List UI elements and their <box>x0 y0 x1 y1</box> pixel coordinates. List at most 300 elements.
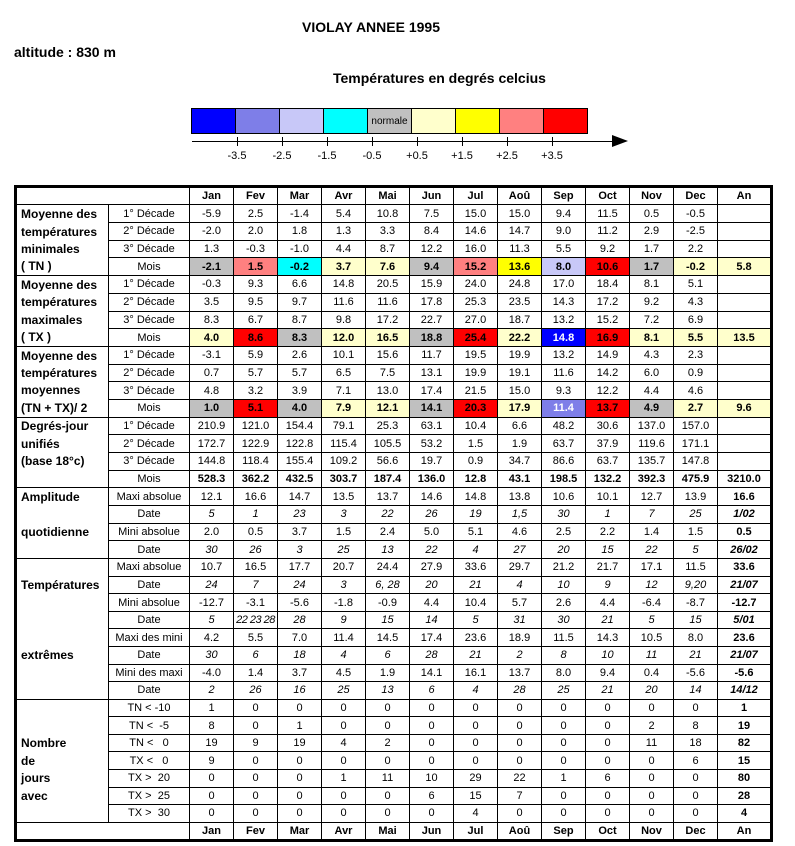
value-cell: -3.1 <box>234 594 278 612</box>
value-cell: 27 <box>498 541 542 559</box>
value-cell: 34.7 <box>498 453 542 471</box>
value-cell: 26 <box>234 541 278 559</box>
table-row <box>16 717 772 735</box>
value-cell: 1.5 <box>322 523 366 541</box>
value-cell: 20 <box>542 541 586 559</box>
value-cell: 21 <box>586 682 630 700</box>
value-cell: 0 <box>630 699 674 717</box>
value-cell: 0 <box>366 699 410 717</box>
value-cell: 25.3 <box>454 293 498 311</box>
value-cell: 0 <box>190 805 234 823</box>
row-label: Date <box>109 541 190 559</box>
value-cell: 1.7 <box>630 240 674 258</box>
value-cell: 11.6 <box>322 293 366 311</box>
value-cell: 10.6 <box>586 258 630 276</box>
row-label: 3° Décade <box>109 240 190 258</box>
value-cell: 2.0 <box>190 523 234 541</box>
value-cell: 79.1 <box>322 417 366 435</box>
row-label: TN < -10 <box>109 699 190 717</box>
value-cell: 13.5 <box>322 488 366 506</box>
table-header-row <box>16 187 772 205</box>
value-cell: 13.5 <box>718 329 772 347</box>
value-cell: -5.9 <box>190 205 234 223</box>
value-cell: 2.2 <box>674 240 718 258</box>
value-cell: 0 <box>366 752 410 770</box>
value-cell: 19.5 <box>454 346 498 364</box>
value-cell: 0.5 <box>234 523 278 541</box>
row-label: Date <box>109 611 190 629</box>
row-label: Maxi absolue <box>109 488 190 506</box>
value-cell: 4.4 <box>586 594 630 612</box>
value-cell: 17.4 <box>410 382 454 400</box>
value-cell: 11 <box>630 734 674 752</box>
value-cell: 30 <box>542 506 586 524</box>
value-cell: 3.2 <box>234 382 278 400</box>
value-cell: 15 <box>366 611 410 629</box>
value-cell: 29 <box>454 769 498 787</box>
table-row <box>16 699 772 717</box>
value-cell: 2.3 <box>674 346 718 364</box>
axis-tick-label: +1.5 <box>451 150 473 162</box>
month-header: Mar <box>278 187 322 205</box>
value-cell: 0 <box>410 752 454 770</box>
value-cell: 528.3 <box>190 470 234 488</box>
row-label: 1° Décade <box>109 346 190 364</box>
value-cell: 8.7 <box>278 311 322 329</box>
value-cell: 18.4 <box>586 276 630 294</box>
value-cell: 12.1 <box>366 399 410 417</box>
value-cell: 303.7 <box>322 470 366 488</box>
value-cell: 10.6 <box>542 488 586 506</box>
value-cell: 5.9 <box>234 346 278 364</box>
value-cell: 0 <box>278 769 322 787</box>
value-cell: 0.4 <box>630 664 674 682</box>
value-cell: 23 <box>278 506 322 524</box>
value-cell: 14.7 <box>498 223 542 241</box>
value-cell: 0 <box>190 769 234 787</box>
axis-tick-label: +0.5 <box>406 150 428 162</box>
value-cell: 5 <box>190 611 234 629</box>
table-row <box>16 611 772 629</box>
group-label <box>16 559 109 700</box>
value-cell: 15 <box>718 752 772 770</box>
axis-tick-label: -0.5 <box>362 150 382 162</box>
value-cell: 0 <box>234 805 278 823</box>
group-label-line: unifiés <box>21 436 60 451</box>
value-cell: 6 <box>410 787 454 805</box>
value-cell: 11.6 <box>542 364 586 382</box>
value-cell <box>718 223 772 241</box>
value-cell: 2 <box>366 734 410 752</box>
value-cell: 6 <box>586 769 630 787</box>
value-cell: 6.6 <box>278 276 322 294</box>
month-footer: Nov <box>630 822 674 840</box>
value-cell: 4.6 <box>674 382 718 400</box>
value-cell: 0 <box>234 717 278 735</box>
value-cell: 157.0 <box>674 417 718 435</box>
value-cell: 118.4 <box>234 453 278 471</box>
value-cell: -0.3 <box>190 276 234 294</box>
group-label <box>16 276 109 347</box>
value-cell: 10.4 <box>454 594 498 612</box>
month-footer: Sep <box>542 822 586 840</box>
value-cell: 9.2 <box>586 240 630 258</box>
row-label: Maxi absolue <box>109 559 190 577</box>
value-cell: 210.9 <box>190 417 234 435</box>
value-cell: 2.0 <box>234 223 278 241</box>
value-cell: 1.7 <box>630 258 674 276</box>
value-cell: 14.6 <box>454 223 498 241</box>
value-cell: 6, 28 <box>366 576 410 594</box>
table-row <box>16 787 772 805</box>
value-cell: 2.5 <box>234 205 278 223</box>
value-cell: 2 <box>498 646 542 664</box>
value-cell: 8.3 <box>190 311 234 329</box>
value-cell: 6 <box>674 752 718 770</box>
table-row <box>16 682 772 700</box>
value-cell: 22 <box>410 541 454 559</box>
value-cell: 1.0 <box>190 399 234 417</box>
value-cell <box>718 293 772 311</box>
group-label-line: Moyenne des <box>21 277 98 292</box>
value-cell: 12.7 <box>630 488 674 506</box>
axis-tick-label: -3.5 <box>227 150 247 162</box>
group-label-line <box>18 804 107 821</box>
value-cell: 0 <box>410 699 454 717</box>
value-cell: -0.5 <box>674 205 718 223</box>
value-cell: 0 <box>674 699 718 717</box>
table-row <box>16 453 772 471</box>
group-label-line: Moyenne des <box>21 348 98 363</box>
value-cell: 27.9 <box>410 559 454 577</box>
month-header: An <box>718 187 772 205</box>
value-cell: 14.9 <box>586 346 630 364</box>
value-cell: 9.3 <box>542 382 586 400</box>
row-label: Mois <box>109 258 190 276</box>
value-cell: 0 <box>234 752 278 770</box>
value-cell: 80 <box>718 769 772 787</box>
value-cell: 7.6 <box>366 258 410 276</box>
value-cell: 10.5 <box>630 629 674 647</box>
value-cell: 13.7 <box>586 399 630 417</box>
value-cell: -4.0 <box>190 664 234 682</box>
value-cell: 24.4 <box>366 559 410 577</box>
value-cell: 11.5 <box>542 629 586 647</box>
value-cell: 119.6 <box>630 435 674 453</box>
value-cell: 29.7 <box>498 559 542 577</box>
value-cell: 0 <box>322 717 366 735</box>
group-label-line: Moyenne des <box>21 207 98 222</box>
value-cell: -5.6 <box>674 664 718 682</box>
value-cell: 10.8 <box>366 205 410 223</box>
value-cell: 0 <box>190 787 234 805</box>
legend-box-8 <box>543 108 588 134</box>
value-cell: -2.1 <box>190 258 234 276</box>
value-cell: 0 <box>674 769 718 787</box>
value-cell: -0.9 <box>366 594 410 612</box>
value-cell: 0 <box>410 805 454 823</box>
value-cell: 28 <box>718 787 772 805</box>
row-label: Date <box>109 506 190 524</box>
value-cell: 28 <box>410 646 454 664</box>
legend-box-normale: normale <box>367 108 412 134</box>
value-cell: 3.7 <box>322 258 366 276</box>
table-row <box>16 205 772 223</box>
value-cell: 5.5 <box>542 240 586 258</box>
value-cell: 14.6 <box>410 488 454 506</box>
value-cell: 5 <box>630 611 674 629</box>
value-cell: 1 <box>322 769 366 787</box>
value-cell: 13 <box>366 682 410 700</box>
value-cell: 0 <box>498 699 542 717</box>
value-cell: 10 <box>586 646 630 664</box>
value-cell: 9 <box>586 576 630 594</box>
value-cell: 3.9 <box>278 382 322 400</box>
value-cell: 2.7 <box>674 399 718 417</box>
value-cell: 22 <box>630 541 674 559</box>
value-cell: 0.5 <box>630 205 674 223</box>
value-cell: 8.0 <box>542 664 586 682</box>
row-label: 1° Décade <box>109 417 190 435</box>
value-cell: 5.1 <box>234 399 278 417</box>
value-cell: 11 <box>366 769 410 787</box>
value-cell: 187.4 <box>366 470 410 488</box>
value-cell: 0 <box>234 699 278 717</box>
value-cell: 14.3 <box>542 293 586 311</box>
value-cell: 11.5 <box>674 559 718 577</box>
row-label: 2° Décade <box>109 435 190 453</box>
value-cell: 19 <box>278 734 322 752</box>
value-cell: 4.2 <box>190 629 234 647</box>
value-cell: 16.1 <box>454 664 498 682</box>
value-cell: 11 <box>630 646 674 664</box>
value-cell: 6.9 <box>674 311 718 329</box>
value-cell: 25 <box>322 541 366 559</box>
value-cell: 0 <box>366 717 410 735</box>
value-cell: 0 <box>542 805 586 823</box>
value-cell: 5.1 <box>454 523 498 541</box>
value-cell: 26/02 <box>718 541 772 559</box>
group-label-line: avec <box>21 788 48 803</box>
row-label: 1° Décade <box>109 276 190 294</box>
value-cell: 4.3 <box>630 346 674 364</box>
value-cell: 2 <box>190 682 234 700</box>
value-cell: 15.9 <box>410 276 454 294</box>
value-cell: 0 <box>586 717 630 735</box>
value-cell: 1.8 <box>278 223 322 241</box>
value-cell: 7 <box>498 787 542 805</box>
row-label: TX < 0 <box>109 752 190 770</box>
value-cell: 24 <box>278 576 322 594</box>
table-row <box>16 646 772 664</box>
value-cell: 0 <box>322 805 366 823</box>
value-cell <box>718 276 772 294</box>
value-cell: 30 <box>190 541 234 559</box>
table-footer-row <box>16 822 772 840</box>
value-cell: 4 <box>322 734 366 752</box>
value-cell: 9.4 <box>586 664 630 682</box>
value-cell: 1 <box>190 699 234 717</box>
month-footer: Jan <box>190 822 234 840</box>
table-row <box>16 240 772 258</box>
value-cell: 0 <box>410 734 454 752</box>
value-cell <box>718 240 772 258</box>
value-cell: 0 <box>234 787 278 805</box>
month-header: Fev <box>234 187 278 205</box>
month-header: Jan <box>190 187 234 205</box>
value-cell: 13.9 <box>674 488 718 506</box>
value-cell: 0.5 <box>718 523 772 541</box>
group-label-line: températures <box>21 295 98 310</box>
value-cell: 17.2 <box>586 293 630 311</box>
value-cell: 13.2 <box>542 311 586 329</box>
group-label-line: ( TN ) <box>21 259 52 274</box>
month-header: Avr <box>322 187 366 205</box>
value-cell: 4 <box>498 576 542 594</box>
row-label: 1° Décade <box>109 205 190 223</box>
value-cell: 6.0 <box>630 364 674 382</box>
value-cell: 17.9 <box>498 399 542 417</box>
value-cell: 11.7 <box>410 346 454 364</box>
group-label-line: températures <box>21 366 98 381</box>
value-cell: 21/07 <box>718 646 772 664</box>
value-cell: 22.2 <box>498 329 542 347</box>
value-cell: 33.6 <box>718 559 772 577</box>
table-row <box>16 805 772 823</box>
value-cell: 0.7 <box>190 364 234 382</box>
value-cell: 8.7 <box>366 240 410 258</box>
value-cell: 198.5 <box>542 470 586 488</box>
row-label: Mini absolue <box>109 523 190 541</box>
value-cell: 9.6 <box>718 399 772 417</box>
axis-tick <box>507 137 508 146</box>
value-cell: 15.0 <box>498 382 542 400</box>
legend-box-1 <box>235 108 280 134</box>
value-cell: 15.0 <box>454 205 498 223</box>
axis-tick <box>372 137 373 146</box>
value-cell: 15.6 <box>366 346 410 364</box>
value-cell: 13.8 <box>498 488 542 506</box>
value-cell: 63.1 <box>410 417 454 435</box>
value-cell <box>718 417 772 435</box>
group-label-line: maximales <box>21 312 83 327</box>
group-label-line: ( TX ) <box>21 330 51 345</box>
value-cell: 14/12 <box>718 682 772 700</box>
value-cell: 10.4 <box>454 417 498 435</box>
value-cell: 7.1 <box>322 382 366 400</box>
value-cell: 18 <box>278 646 322 664</box>
value-cell: -12.7 <box>718 594 772 612</box>
value-cell: 21.5 <box>454 382 498 400</box>
row-label: 3° Décade <box>109 311 190 329</box>
value-cell: 0 <box>542 717 586 735</box>
group-label <box>16 417 109 488</box>
value-cell <box>718 364 772 382</box>
value-cell: 1.5 <box>674 523 718 541</box>
value-cell: 5.0 <box>410 523 454 541</box>
value-cell: 48.2 <box>542 417 586 435</box>
value-cell: 8 <box>674 717 718 735</box>
group-label-line <box>18 664 107 681</box>
value-cell: 1.9 <box>366 664 410 682</box>
value-cell: 14.2 <box>586 364 630 382</box>
value-cell: 22 <box>366 506 410 524</box>
value-cell: 115.4 <box>322 435 366 453</box>
value-cell: 8.1 <box>630 276 674 294</box>
value-cell: 0 <box>498 717 542 735</box>
value-cell: 11.3 <box>498 240 542 258</box>
value-cell: 15.2 <box>454 258 498 276</box>
value-cell: 7.5 <box>366 364 410 382</box>
value-cell: 3210.0 <box>718 470 772 488</box>
group-label-line <box>18 594 107 611</box>
value-cell: 11.4 <box>322 629 366 647</box>
value-cell: 3 <box>322 506 366 524</box>
value-cell: 4.3 <box>674 293 718 311</box>
value-cell: 15.2 <box>586 311 630 329</box>
row-label: Mini des maxi <box>109 664 190 682</box>
value-cell: 0 <box>234 769 278 787</box>
axis-tick-label: +3.5 <box>541 150 563 162</box>
value-cell: 2.5 <box>542 523 586 541</box>
month-header: Oct <box>586 187 630 205</box>
value-cell: 3 <box>278 541 322 559</box>
value-cell: 4.6 <box>498 523 542 541</box>
units-label: Températures en degrés celcius <box>333 70 546 86</box>
group-label-line <box>18 506 107 523</box>
value-cell: 37.9 <box>586 435 630 453</box>
value-cell: 1 <box>542 769 586 787</box>
value-cell: 17.8 <box>410 293 454 311</box>
value-cell: 155.4 <box>278 453 322 471</box>
legend-box-7 <box>499 108 544 134</box>
month-header: Sep <box>542 187 586 205</box>
group-label-line <box>18 629 107 646</box>
value-cell: 475.9 <box>674 470 718 488</box>
value-cell: 10.1 <box>586 488 630 506</box>
row-label: TN < -5 <box>109 717 190 735</box>
value-cell: 0 <box>498 752 542 770</box>
value-cell: 14.1 <box>410 399 454 417</box>
value-cell: 11.4 <box>542 399 586 417</box>
value-cell: 0 <box>278 752 322 770</box>
value-cell: 0 <box>366 787 410 805</box>
value-cell: 1.4 <box>630 523 674 541</box>
month-footer: An <box>718 822 772 840</box>
value-cell: 9.4 <box>542 205 586 223</box>
value-cell: 24 <box>190 576 234 594</box>
value-cell <box>718 435 772 453</box>
value-cell: 9.4 <box>410 258 454 276</box>
month-footer: Fev <box>234 822 278 840</box>
value-cell: 22.7 <box>410 311 454 329</box>
value-cell: 8.4 <box>410 223 454 241</box>
value-cell: 14 <box>410 611 454 629</box>
value-cell: 9.8 <box>322 311 366 329</box>
value-cell: 27.0 <box>454 311 498 329</box>
table-row <box>16 506 772 524</box>
value-cell: 5 <box>454 611 498 629</box>
altitude-label: altitude : 830 m <box>14 44 116 60</box>
value-cell: 0 <box>674 805 718 823</box>
value-cell: 8.3 <box>278 329 322 347</box>
row-label: TX > 25 <box>109 787 190 805</box>
value-cell: 14.8 <box>454 488 498 506</box>
value-cell: 12.2 <box>410 240 454 258</box>
value-cell: 109.2 <box>322 453 366 471</box>
value-cell: 2 <box>630 717 674 735</box>
report-title: VIOLAY ANNEE 1995 <box>302 19 440 35</box>
